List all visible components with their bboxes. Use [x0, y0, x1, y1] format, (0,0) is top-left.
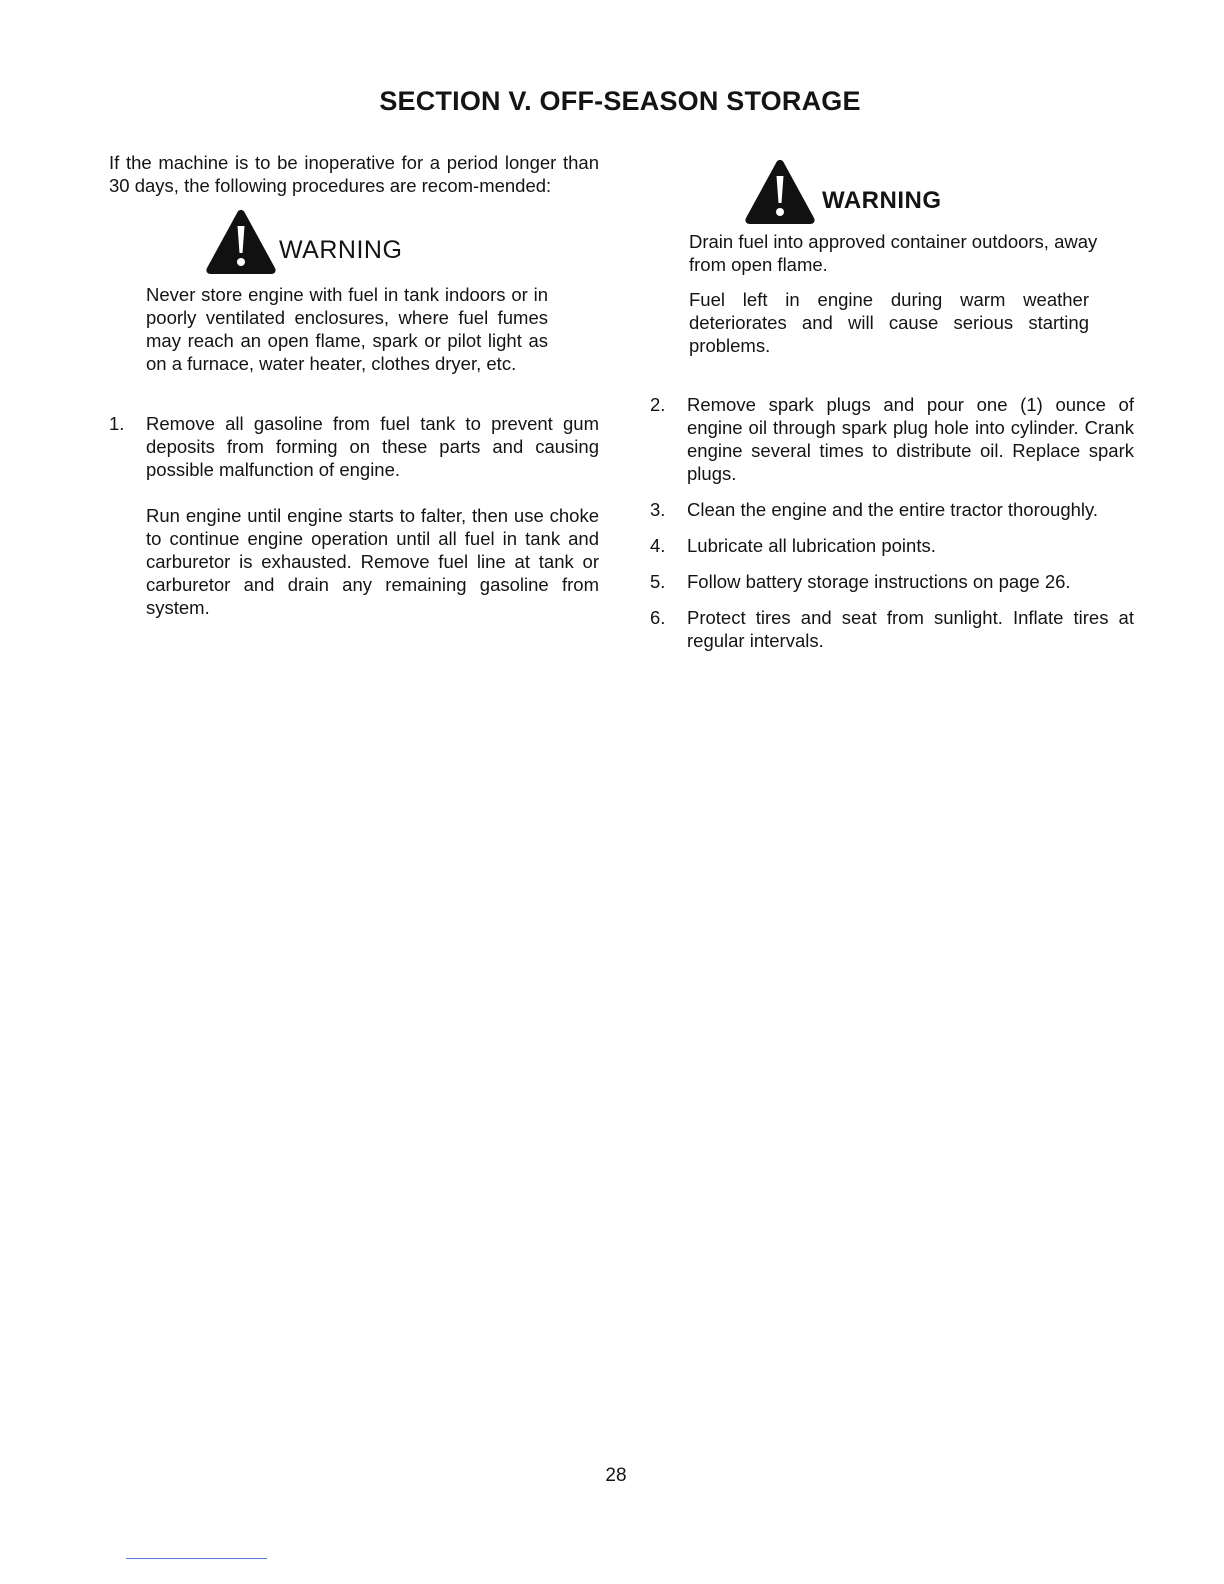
warning-label: WARNING — [822, 187, 942, 214]
step-text: Follow battery storage instructions on page 26. — [687, 571, 1071, 592]
step-number: 3. — [650, 499, 666, 520]
right-warning-text-1: Drain fuel into approved container outdoors, away from open flame. — [689, 231, 1098, 275]
right-column — [650, 151, 1134, 652]
warning-label: WARNING — [279, 236, 403, 264]
step-number: 6. — [650, 607, 666, 628]
intro-paragraph: If the machine is to be inoperative for a period longer than 30 days, the following procedures are recom-mended: — [109, 152, 599, 196]
left-column — [109, 151, 599, 619]
step-text: Clean the engine and the entire tractor thoroughly. — [687, 499, 1099, 520]
step-item — [650, 570, 1134, 593]
step-text: Remove all gasoline from fuel tank to prevent gum deposits from forming on these parts and causing possible malfunction of engine. — [146, 413, 599, 480]
left-warning-heading — [205, 208, 599, 276]
page-number: 28 — [605, 1465, 627, 1486]
step-number: 1. — [109, 413, 125, 434]
left-warning-text: Never store engine with fuel in tank indoors or in poorly ventilated enclosures, where fuel fumes may reach an open flame, spark or pilot light as on a furnace, water heater, clothes dryer, etc. — [146, 284, 548, 374]
step-extra-text: Run engine until engine starts to falter, then use choke to continue engine operation until all fuel in tank and carburetor is exhausted. Remove fuel line at tank or carburetor and drain any remaining gasoline from system. — [146, 505, 599, 618]
step-text: Protect tires and seat from sunlight. Inflate tires at regular intervals. — [687, 607, 1134, 651]
right-warning-text-2: Fuel left in engine during warm weather deteriorates and will cause serious starting problems. — [689, 289, 1089, 356]
warning-triangle-icon — [742, 158, 818, 226]
step-number: 5. — [650, 571, 666, 592]
step-number: 4. — [650, 535, 666, 556]
step-item — [109, 412, 599, 481]
step-item — [650, 498, 1134, 521]
step-text: Lubricate all lubrication points. — [687, 535, 936, 556]
step-item — [650, 393, 1134, 485]
warning-triangle-icon — [205, 208, 277, 276]
step-item — [650, 606, 1134, 652]
page-title: SECTION V. OFF-SEASON STORAGE — [379, 86, 861, 116]
step-item — [650, 534, 1134, 557]
scan-artifact-line — [126, 1558, 267, 1559]
step-text: Remove spark plugs and pour one (1) ounce of engine oil through spark plug hole into cylinder. Crank engine several times to distribute oil. Replace spark plugs. — [687, 394, 1134, 484]
right-warning-heading — [742, 158, 1134, 226]
step-number: 2. — [650, 394, 666, 415]
